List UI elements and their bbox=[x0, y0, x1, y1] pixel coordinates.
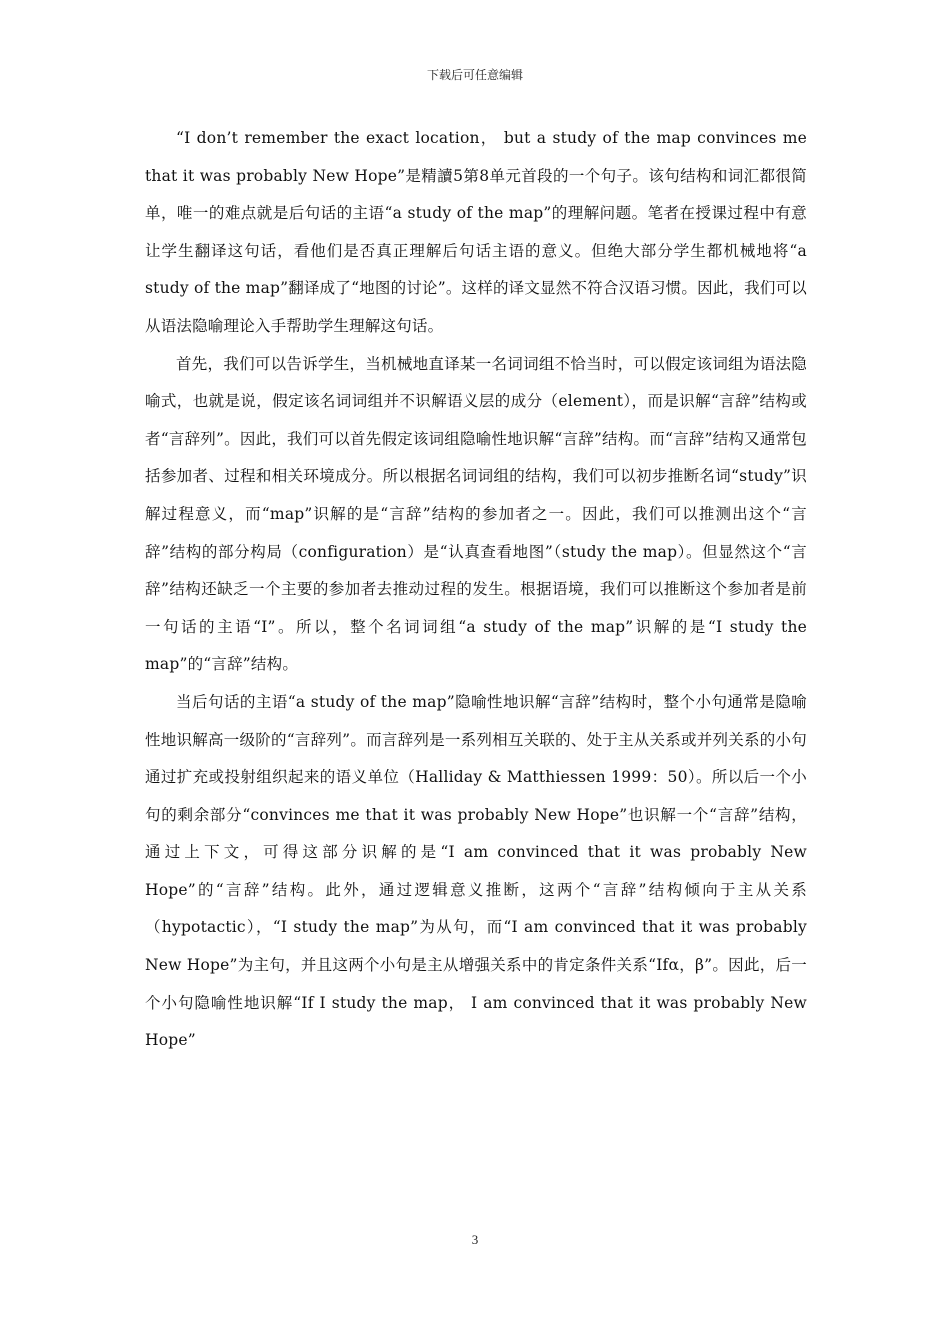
page-number: 3 bbox=[471, 1232, 479, 1247]
page-header: 下载后可任意编辑 bbox=[426, 68, 523, 82]
paragraph-3: 当后句话的主语“a study of the map”隐喻性地识解“言辞”结构时，整个小句通常是隐喻性地识解高一级阶的“言辞列”。而言辞列是一系列相互关联的、处于主从关系或并列关系的小句通过扩充或投射组织起来的语义单位（Halliday & Matthiessen 1999：50）。所以后一个小句的剩余部分“convinces me that it was probably New Hope”也识解一个“言辞”结构，通过上下文，可得这部分识解的是“I am convinced that it was probably New Hope”的“言辞”结构。此外，通过逻辑意义推断，这两个“言辞”结构倾向于主从关系（hypotactic），“I study the map”为从句，而“I am convinced that it was probably New Hope”为主句，并且这两个小句是主从增强关系中的肯定条件关系“Ifα，β”。因此，后一个小句隐喻性地识解“If I study the map， I am convinced that it was probably New Hope” bbox=[145, 692, 807, 1050]
document-body bbox=[145, 120, 807, 1060]
paragraph-2: 首先，我们可以告诉学生，当机械地直译某一名词词组不恰当时，可以假定该词组为语法隐喻式，也就是说，假定该名词词组并不识解语义层的成分（element），而是识解“言辞”结构或者“言辞列”。因此，我们可以首先假定该词组隐喻性地识解“言辞”结构。而“言辞”结构又通常包括参加者、过程和相关环境成分。所以根据名词词组的结构，我们可以初步推断名词“study”识解过程意义，而“map”识解的是“言辞”结构的参加者之一。因此，我们可以推测出这个“言辞”结构的部分构局（configuration）是“认真查看地图”（study the map）。但显然这个“言辞”结构还缺乏一个主要的参加者去推动过程的发生。根据语境，我们可以推断这个参加者是前一句话的主语“I”。所以，整个名词词组“a study of the map”识解的是“I study the map”的“言辞”结构。 bbox=[145, 354, 807, 674]
paragraph-1: “I don’t remember the exact location， but a study of the map convinces me that it was probably New Hope”是精讀5第8单元首段的一个句子。该句结构和词汇都很简单，唯一的难点就是后句话的主语“a study of the map”的理解问题。笔者在授课过程中有意让学生翻译这句话，看他们是否真正理解后句话主语的意义。但绝大部分学生都机械地将“a study of the map”翻译成了“地图的讨论”。这样的译文显然不符合汉语习惯。因此，我们可以从语法隐喻理论入手帮助学生理解这句话。 bbox=[145, 129, 807, 335]
